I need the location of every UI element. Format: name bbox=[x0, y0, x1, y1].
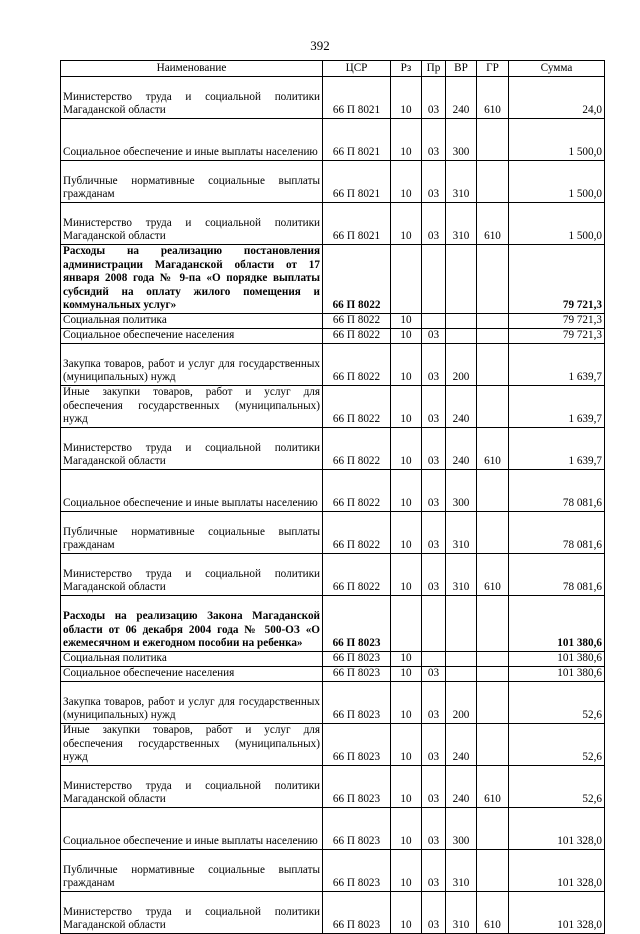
row-csr: 66 П 8022 bbox=[323, 386, 391, 428]
row-gr: 610 bbox=[477, 428, 509, 470]
header-pr: Пр bbox=[422, 61, 446, 77]
table-row bbox=[61, 808, 605, 850]
row-pr bbox=[422, 314, 446, 329]
row-gr: 610 bbox=[477, 766, 509, 808]
row-vr: 310 bbox=[446, 554, 477, 596]
row-pr: 03 bbox=[422, 766, 446, 808]
row-sum: 24,0 bbox=[509, 77, 605, 119]
row-rz: 10 bbox=[391, 470, 422, 512]
row-vr: 200 bbox=[446, 344, 477, 386]
row-sum: 101 328,0 bbox=[509, 808, 605, 850]
table-row bbox=[61, 77, 605, 119]
row-pr: 03 bbox=[422, 470, 446, 512]
row-pr: 03 bbox=[422, 724, 446, 766]
row-sum: 78 081,6 bbox=[509, 470, 605, 512]
row-sum: 1 500,0 bbox=[509, 203, 605, 245]
row-vr: 310 bbox=[446, 892, 477, 934]
row-sum: 1 639,7 bbox=[509, 386, 605, 428]
row-gr bbox=[477, 329, 509, 344]
row-rz bbox=[391, 245, 422, 314]
row-vr: 300 bbox=[446, 470, 477, 512]
row-name: Социальное обеспечение населения bbox=[61, 667, 323, 682]
row-sum: 1 500,0 bbox=[509, 161, 605, 203]
row-csr: 66 П 8022 bbox=[323, 428, 391, 470]
row-pr: 03 bbox=[422, 344, 446, 386]
row-csr: 66 П 8023 bbox=[323, 667, 391, 682]
row-csr: 66 П 8022 bbox=[323, 245, 391, 314]
table-row bbox=[61, 314, 605, 329]
row-sum: 52,6 bbox=[509, 682, 605, 724]
row-name: Иные закупки товаров, работ и услуг для обеспечения государственных (муниципальных) нужд bbox=[61, 724, 323, 766]
row-pr: 03 bbox=[422, 203, 446, 245]
row-csr: 66 П 8023 bbox=[323, 596, 391, 652]
table-row-section bbox=[61, 245, 605, 314]
row-vr: 300 bbox=[446, 119, 477, 161]
table-row bbox=[61, 652, 605, 667]
row-name: Министерство труда и социальной политики Магаданской области bbox=[61, 892, 323, 934]
row-vr: 240 bbox=[446, 724, 477, 766]
row-pr bbox=[422, 596, 446, 652]
row-rz: 10 bbox=[391, 554, 422, 596]
row-name: Министерство труда и социальной политики Магаданской области bbox=[61, 203, 323, 245]
table-row bbox=[61, 344, 605, 386]
table-row bbox=[61, 682, 605, 724]
row-csr: 66 П 8023 bbox=[323, 724, 391, 766]
row-name: Социальное обеспечение и иные выплаты населению bbox=[61, 119, 323, 161]
row-gr bbox=[477, 512, 509, 554]
row-gr bbox=[477, 652, 509, 667]
row-csr: 66 П 8021 bbox=[323, 203, 391, 245]
row-name: Министерство труда и социальной политики Магаданской области bbox=[61, 554, 323, 596]
row-pr: 03 bbox=[422, 850, 446, 892]
row-rz: 10 bbox=[391, 808, 422, 850]
row-vr bbox=[446, 329, 477, 344]
row-sum: 101 328,0 bbox=[509, 850, 605, 892]
row-pr bbox=[422, 245, 446, 314]
row-sum: 101 380,6 bbox=[509, 667, 605, 682]
row-sum: 1 639,7 bbox=[509, 428, 605, 470]
header-rz: Рз bbox=[391, 61, 422, 77]
row-vr: 310 bbox=[446, 161, 477, 203]
row-rz: 10 bbox=[391, 77, 422, 119]
table-row bbox=[61, 161, 605, 203]
row-name: Закупка товаров, работ и услуг для государственных (муниципальных) нужд bbox=[61, 682, 323, 724]
header-gr: ГР bbox=[477, 61, 509, 77]
row-name: Социальное обеспечение и иные выплаты населению bbox=[61, 470, 323, 512]
row-vr: 310 bbox=[446, 512, 477, 554]
row-name: Закупка товаров, работ и услуг для государственных (муниципальных) нужд bbox=[61, 344, 323, 386]
table-row bbox=[61, 428, 605, 470]
row-rz: 10 bbox=[391, 682, 422, 724]
table-row bbox=[61, 850, 605, 892]
row-gr: 610 bbox=[477, 77, 509, 119]
table-row bbox=[61, 724, 605, 766]
row-sum: 101 328,0 bbox=[509, 892, 605, 934]
row-vr: 240 bbox=[446, 386, 477, 428]
row-sum: 101 380,6 bbox=[509, 652, 605, 667]
row-gr bbox=[477, 808, 509, 850]
row-pr: 03 bbox=[422, 161, 446, 203]
row-csr: 66 П 8023 bbox=[323, 766, 391, 808]
row-pr: 03 bbox=[422, 667, 446, 682]
row-name: Социальная политика bbox=[61, 314, 323, 329]
row-rz: 10 bbox=[391, 203, 422, 245]
row-rz: 10 bbox=[391, 850, 422, 892]
table-row bbox=[61, 512, 605, 554]
budget-table bbox=[60, 60, 605, 934]
row-sum: 52,6 bbox=[509, 766, 605, 808]
page-number: 392 bbox=[310, 38, 330, 53]
row-vr bbox=[446, 652, 477, 667]
row-rz bbox=[391, 596, 422, 652]
row-csr: 66 П 8021 bbox=[323, 161, 391, 203]
row-csr: 66 П 8021 bbox=[323, 77, 391, 119]
row-gr: 610 bbox=[477, 203, 509, 245]
row-vr: 240 bbox=[446, 428, 477, 470]
row-rz: 10 bbox=[391, 724, 422, 766]
row-gr: 610 bbox=[477, 554, 509, 596]
row-sum: 1 500,0 bbox=[509, 119, 605, 161]
row-name: Социальная политика bbox=[61, 652, 323, 667]
row-csr: 66 П 8022 bbox=[323, 554, 391, 596]
row-gr: 610 bbox=[477, 892, 509, 934]
row-rz: 10 bbox=[391, 386, 422, 428]
table-row bbox=[61, 329, 605, 344]
row-gr bbox=[477, 470, 509, 512]
row-rz: 10 bbox=[391, 161, 422, 203]
row-csr: 66 П 8022 bbox=[323, 470, 391, 512]
row-gr bbox=[477, 850, 509, 892]
row-name: Социальное обеспечение населения bbox=[61, 329, 323, 344]
row-name: Социальное обеспечение и иные выплаты населению bbox=[61, 808, 323, 850]
row-sum: 1 639,7 bbox=[509, 344, 605, 386]
row-csr: 66 П 8023 bbox=[323, 808, 391, 850]
row-rz: 10 bbox=[391, 119, 422, 161]
table-row bbox=[61, 554, 605, 596]
row-csr: 66 П 8022 bbox=[323, 329, 391, 344]
row-pr: 03 bbox=[422, 428, 446, 470]
row-csr: 66 П 8022 bbox=[323, 344, 391, 386]
row-csr: 66 П 8023 bbox=[323, 652, 391, 667]
row-pr: 03 bbox=[422, 512, 446, 554]
table-row bbox=[61, 203, 605, 245]
table-row bbox=[61, 892, 605, 934]
row-csr: 66 П 8023 bbox=[323, 850, 391, 892]
row-gr bbox=[477, 344, 509, 386]
row-rz: 10 bbox=[391, 667, 422, 682]
header-csr: ЦСР bbox=[323, 61, 391, 77]
row-gr bbox=[477, 161, 509, 203]
row-gr bbox=[477, 682, 509, 724]
row-gr bbox=[477, 386, 509, 428]
row-pr: 03 bbox=[422, 554, 446, 596]
row-csr: 66 П 8023 bbox=[323, 682, 391, 724]
row-pr: 03 bbox=[422, 329, 446, 344]
table-row bbox=[61, 119, 605, 161]
table-row bbox=[61, 386, 605, 428]
row-gr bbox=[477, 596, 509, 652]
row-gr bbox=[477, 314, 509, 329]
row-vr bbox=[446, 667, 477, 682]
row-rz: 10 bbox=[391, 512, 422, 554]
header-name: Наименование bbox=[61, 61, 323, 77]
header-sum: Сумма bbox=[509, 61, 605, 77]
row-name: Публичные нормативные социальные выплаты гражданам bbox=[61, 850, 323, 892]
table-header-row bbox=[61, 61, 605, 77]
row-vr bbox=[446, 314, 477, 329]
row-vr bbox=[446, 596, 477, 652]
row-sum: 79 721,3 bbox=[509, 329, 605, 344]
row-rz: 10 bbox=[391, 329, 422, 344]
table-row bbox=[61, 766, 605, 808]
row-sum: 78 081,6 bbox=[509, 512, 605, 554]
row-sum: 79 721,3 bbox=[509, 245, 605, 314]
row-vr: 310 bbox=[446, 850, 477, 892]
row-sum: 101 380,6 bbox=[509, 596, 605, 652]
row-sum: 79 721,3 bbox=[509, 314, 605, 329]
row-gr bbox=[477, 119, 509, 161]
row-name: Министерство труда и социальной политики Магаданской области bbox=[61, 428, 323, 470]
row-name: Расходы на реализацию Закона Магаданской области от 06 декабря 2004 года № 500-ОЗ «О ежемесячном и ежегодном пособии на ребенка» bbox=[61, 596, 323, 652]
row-name: Министерство труда и социальной политики Магаданской области bbox=[61, 77, 323, 119]
row-pr: 03 bbox=[422, 682, 446, 724]
table-row bbox=[61, 470, 605, 512]
row-rz: 10 bbox=[391, 652, 422, 667]
row-pr: 03 bbox=[422, 808, 446, 850]
row-vr: 300 bbox=[446, 808, 477, 850]
row-gr bbox=[477, 245, 509, 314]
row-rz: 10 bbox=[391, 428, 422, 470]
row-name: Расходы на реализацию постановления администрации Магаданской области от 17 января 2008 года № 9-па «О порядке выплаты субсидий на оплату жилого помещения и коммунальных услуг» bbox=[61, 245, 323, 314]
row-vr: 310 bbox=[446, 203, 477, 245]
table-row bbox=[61, 667, 605, 682]
row-csr: 66 П 8023 bbox=[323, 892, 391, 934]
row-vr: 240 bbox=[446, 77, 477, 119]
row-rz: 10 bbox=[391, 766, 422, 808]
header-vr: ВР bbox=[446, 61, 477, 77]
row-pr bbox=[422, 652, 446, 667]
row-sum: 78 081,6 bbox=[509, 554, 605, 596]
table-row-section bbox=[61, 596, 605, 652]
row-gr bbox=[477, 667, 509, 682]
row-name: Министерство труда и социальной политики Магаданской области bbox=[61, 766, 323, 808]
row-csr: 66 П 8022 bbox=[323, 512, 391, 554]
row-pr: 03 bbox=[422, 77, 446, 119]
row-rz: 10 bbox=[391, 344, 422, 386]
row-name: Публичные нормативные социальные выплаты гражданам bbox=[61, 161, 323, 203]
row-sum: 52,6 bbox=[509, 724, 605, 766]
row-vr: 240 bbox=[446, 766, 477, 808]
row-pr: 03 bbox=[422, 892, 446, 934]
row-csr: 66 П 8021 bbox=[323, 119, 391, 161]
row-rz: 10 bbox=[391, 892, 422, 934]
row-vr bbox=[446, 245, 477, 314]
row-vr: 200 bbox=[446, 682, 477, 724]
row-pr: 03 bbox=[422, 119, 446, 161]
row-name: Публичные нормативные социальные выплаты гражданам bbox=[61, 512, 323, 554]
row-pr: 03 bbox=[422, 386, 446, 428]
row-gr bbox=[477, 724, 509, 766]
row-rz: 10 bbox=[391, 314, 422, 329]
row-csr: 66 П 8022 bbox=[323, 314, 391, 329]
row-name: Иные закупки товаров, работ и услуг для обеспечения государственных (муниципальных) нужд bbox=[61, 386, 323, 428]
